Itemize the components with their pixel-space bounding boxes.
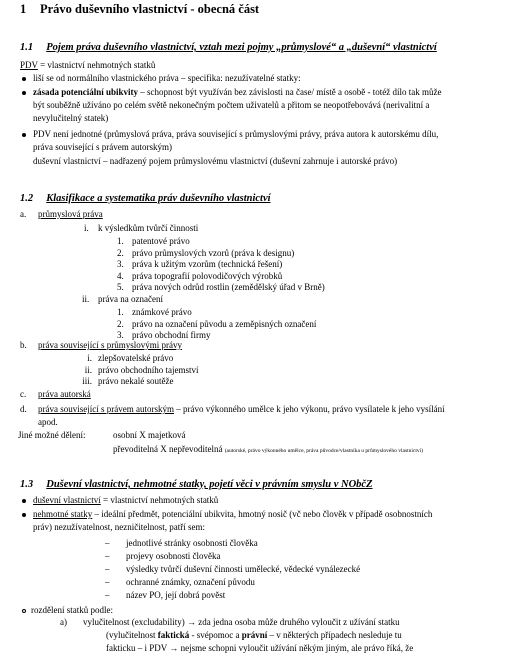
s11-bullet-2-line-3: nevylučitelný statek) — [33, 113, 109, 123]
other-division-label: Jiné možné dělení: — [18, 430, 86, 440]
a-i-num: i. — [84, 223, 89, 233]
division-a-pre: (vylučitelnost — [106, 630, 158, 640]
chapter-title: Právo duševního vlastnictví - obecná část — [40, 2, 260, 16]
list-item: jednotlivé stránky osobnosti člověka — [126, 538, 258, 548]
list-item: právo obchodního tajemství — [98, 364, 199, 375]
a-ii-text: práva na označení — [98, 294, 163, 304]
other-division-2 — [113, 444, 423, 457]
ubiquity-term: zásada potenciální ubikvity — [33, 87, 139, 97]
list-item-number: 3. — [117, 330, 124, 340]
list-item: práva topografií polovodičových výrobků — [132, 270, 283, 281]
bullet-icon — [22, 77, 26, 81]
s13-bullet-1 — [33, 495, 218, 506]
list-item: zlepšovatelské právo — [98, 353, 174, 363]
dash-icon: – — [105, 538, 110, 548]
section-number: 1.2 — [20, 193, 34, 204]
neighbouring-rights-def: – právo výkonného umělce k jeho výkonu, právo vysílatele k jeho vysílání — [173, 404, 445, 414]
section-number: 1.3 — [20, 479, 34, 490]
division-a-line-3: fakticku – i PDV → nejsme schopni vyloučit užívání někým jiným, ale právo říká, že — [106, 643, 414, 653]
chapter-number: 1 — [20, 2, 27, 16]
industrial-rights: průmyslová práva — [38, 209, 103, 219]
transferable: převoditelná X nepřevoditelná — [113, 444, 223, 454]
intangible-def: – ideální předmět, potenciální ubikvita, hmotný nosič (vč nebo člověk v případě osobnostních — [92, 509, 433, 519]
list-item: výsledky tvůrčí duševní činnosti umělecké, vědecké vynálezecké — [126, 564, 361, 574]
division-a-label: a) — [60, 617, 67, 627]
list-item: patentové právo — [132, 236, 190, 246]
d-line-2: apod. — [38, 417, 58, 427]
dash-icon: – — [105, 577, 110, 587]
section-1-3-heading — [20, 479, 373, 490]
list-item: známkové právo — [132, 307, 192, 317]
bullet-icon — [22, 513, 26, 517]
ubiquity-def: – schopnost být využíván bez závislosti na čase/ místě a osobě - totéž dílo tak může — [138, 87, 442, 97]
s11-bullet-3-line-2: práva související s právem autorským) — [33, 142, 172, 152]
dash-icon: – — [105, 551, 110, 561]
bullet-icon — [22, 499, 26, 503]
d-label: d. — [20, 404, 27, 414]
a-ii-num: ii. — [82, 294, 90, 304]
list-item-number: 5. — [117, 282, 124, 292]
list-item-number: 3. — [117, 259, 124, 269]
dash-icon: – — [105, 564, 110, 574]
b-label: b. — [20, 340, 27, 350]
s11-bullet-3-line-3: duševní vlastnictví – nadřazený pojem průmyslovému vlastnictví (duševní zahrnuje i autorské právo) — [33, 156, 398, 166]
list-item: právo průmyslových vzorů (práva k designu) — [132, 247, 295, 258]
list-item-number: i. — [87, 353, 92, 363]
bullet-icon — [22, 91, 26, 95]
ip-def: = vlastnictví nehmotných statků — [100, 495, 219, 505]
list-item: projevy osobnosti člověka — [126, 551, 221, 561]
section-title: Pojem práva duševního vlastnictví, vztah mezi pojmy „průmyslové“ a „duševní“ vlastnictví — [46, 42, 437, 53]
list-item: název PO, její dobrá pověst — [126, 590, 226, 600]
s13-bullet-2-line-1 — [33, 509, 432, 520]
transferable-note: (autorské, právo výkonného umělce, práva původce/vlastníka u průmyslového vlastnictví) — [224, 448, 423, 454]
s11-bullet-2-line-1 — [33, 87, 441, 98]
division-a-line-1: vylučitelnost (excludability) → zda jedna osoba může druhého vyloučit z užívání statku — [83, 617, 400, 627]
s11-bullet-2-line-2: být souběžně užíváno po celém světě nekonečným počtem uživatelů a přitom se neopotřebovává (nerivalitní a — [33, 100, 430, 110]
list-item-number: 2. — [117, 318, 124, 329]
section-number: 1.1 — [20, 42, 34, 53]
list-item-number: 1. — [117, 236, 124, 246]
neighbouring-rights: práva související s právem autorským — [38, 404, 174, 414]
section-1-1-heading — [20, 42, 437, 53]
c-label: c. — [20, 389, 27, 399]
section-1-2-heading — [20, 193, 271, 204]
factual-term: faktická — [157, 630, 190, 640]
legal-term: právní — [241, 630, 268, 640]
list-item: ochranné známky, označení původu — [126, 577, 255, 587]
list-item: práva nových odrůd rostlin (zemědělský úřad v Brně) — [132, 282, 325, 292]
division-a-post: – v některých případech nesleduje tu — [267, 630, 402, 640]
list-item: práva k užitým vzorům (technická řešení) — [132, 259, 283, 269]
section-title: Klasifikace a systematika práv duševního vlastnictví — [46, 193, 271, 204]
d-line-1 — [38, 404, 445, 415]
s11-bullet-1: liší se od normálního vlastnického práva – specifika: nezužívatelné statky: — [33, 73, 301, 83]
list-item: právo nekalé soutěže — [98, 376, 174, 386]
dash-icon: – — [105, 590, 110, 600]
pdv-abbr: PDV — [20, 60, 38, 70]
list-item-number: 1. — [117, 307, 124, 317]
other-division-1: osobní X majetková — [113, 430, 186, 440]
bullet-icon — [22, 133, 26, 137]
circle-bullet-icon — [22, 609, 26, 613]
related-rights: práva související s průmyslovými právy — [38, 340, 182, 350]
s11-bullet-3-line-1: PDV není jednotné (průmyslová práva, práva související s průmyslovými právy, práva autora k autorskému dílu, — [33, 129, 439, 139]
a-i-text: k výsledkům tvůrčí činnosti — [98, 223, 199, 233]
pdv-definition — [20, 60, 155, 71]
list-item-number: 2. — [117, 247, 124, 258]
division-a-mid: - svépomoc a — [189, 630, 242, 640]
list-item-number: iii. — [82, 376, 92, 386]
copyright: práva autorská — [38, 389, 91, 399]
list-item-number: 4. — [117, 270, 124, 281]
section-title: Duševní vlastnictví, nehmotné statky, pojetí věci v právním smyslu v NObčZ — [46, 479, 373, 490]
a-label: a. — [20, 209, 27, 219]
ip-term: duševní vlastnictví — [33, 495, 101, 505]
list-item: právo na označení původu a zeměpisných označení — [132, 318, 317, 329]
intangible-term: nehmotné statky — [33, 509, 93, 519]
s13-bullet-2-line-2: práv) nezužívatelnost, nezničitelnost, patří sem: — [33, 522, 205, 532]
division-a-line-2 — [106, 630, 402, 641]
list-item-number: ii. — [84, 364, 92, 375]
list-item: právo obchodní firmy — [132, 330, 211, 340]
pdv-def: = vlastnictví nehmotných statků — [37, 60, 156, 70]
division-label: rozdělení statků podle: — [31, 605, 113, 615]
